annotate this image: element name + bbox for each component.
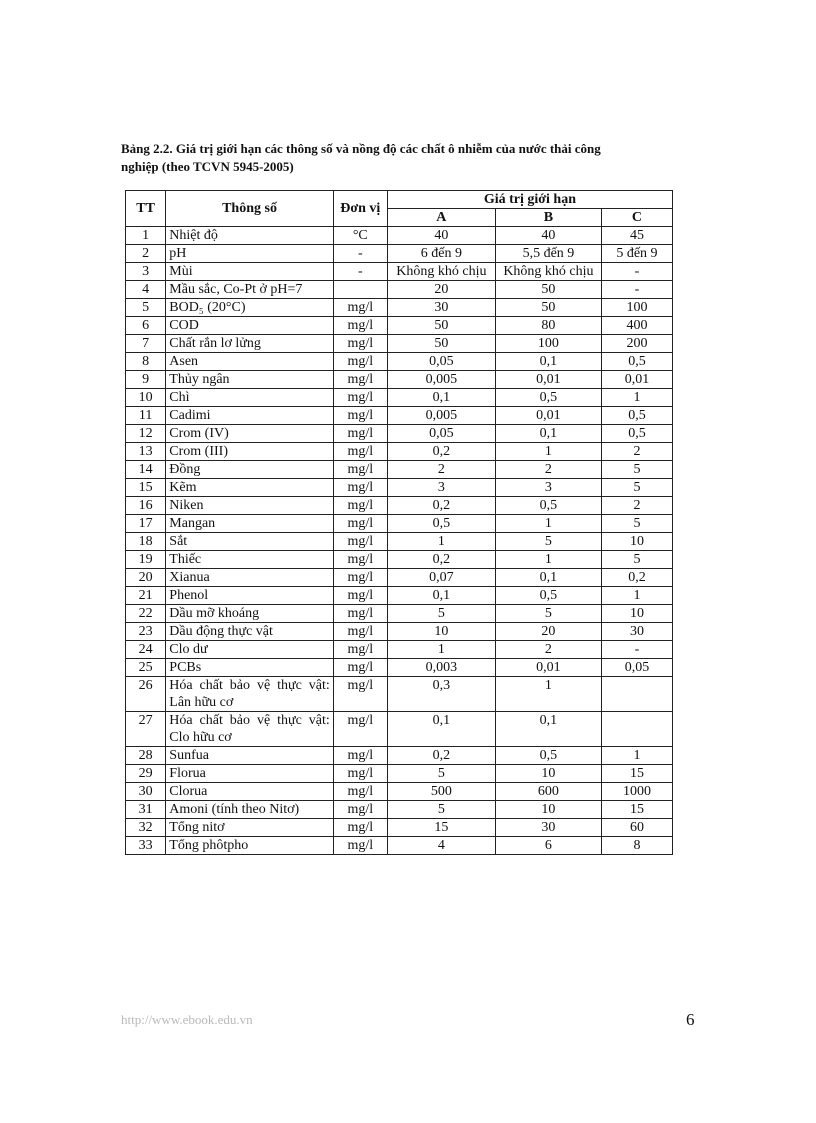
row-param: Đồng [166,461,333,479]
row-value-a: 5 [387,765,495,783]
row-value-a: 4 [387,837,495,855]
row-param: pH [166,245,333,263]
row-value-a: 30 [387,299,495,317]
row-value-c: 5 [601,479,672,497]
table-row [126,783,673,801]
row-value-a: 3 [387,479,495,497]
row-param: Crom (III) [166,443,333,461]
row-tt: 9 [126,371,166,389]
table-row [126,659,673,677]
row-value-b: 0,5 [495,497,601,515]
row-value-a: 0,003 [387,659,495,677]
row-value-c: 0,5 [601,353,672,371]
row-unit: mg/l [333,443,387,461]
table-row [126,641,673,659]
table-row [126,371,673,389]
row-param: Thủy ngân [166,371,333,389]
row-param: Sắt [166,533,333,551]
caption-line-2: nghiệp (theo TCVN 5945-2005) [121,159,294,174]
row-param: Tổng phôtpho [166,837,333,855]
row-value-b: 50 [495,299,601,317]
row-value-b: 0,01 [495,659,601,677]
header-col-b: B [495,209,601,227]
table-row [126,425,673,443]
row-param: Nhiệt độ [166,227,333,245]
row-tt: 13 [126,443,166,461]
row-value-c: 0,5 [601,425,672,443]
row-value-c: - [601,263,672,281]
row-unit: mg/l [333,801,387,819]
row-unit: mg/l [333,335,387,353]
table-row [126,281,673,299]
row-tt: 32 [126,819,166,837]
row-unit: mg/l [333,819,387,837]
row-unit: mg/l [333,677,387,712]
row-value-c: 8 [601,837,672,855]
row-param: Chì [166,389,333,407]
row-value-b: 0,01 [495,371,601,389]
caption-line-1: Bảng 2.2. Giá trị giới hạn các thông số và nồng độ các chất ô nhiễm của nước thải công [121,141,601,156]
row-value-b: 10 [495,765,601,783]
row-tt: 28 [126,747,166,765]
row-value-b: 2 [495,461,601,479]
row-tt: 23 [126,623,166,641]
row-tt: 16 [126,497,166,515]
row-value-c: 0,5 [601,407,672,425]
row-value-a: 15 [387,819,495,837]
header-col-a: A [387,209,495,227]
row-value-a: 0,1 [387,712,495,747]
row-value-a: 5 [387,605,495,623]
row-value-c: 5 [601,551,672,569]
table-row [126,515,673,533]
row-param: BOD₅ (20°C) [166,299,333,317]
row-value-c: 15 [601,765,672,783]
row-value-c: 1000 [601,783,672,801]
table-row [126,533,673,551]
row-tt: 15 [126,479,166,497]
row-param: Phenol [166,587,333,605]
row-value-c [601,677,672,712]
row-param: Amoni (tính theo Nitơ) [166,801,333,819]
row-param: Mangan [166,515,333,533]
row-value-c: - [601,641,672,659]
row-param: Clo dư [166,641,333,659]
table-row [126,461,673,479]
header-col-c: C [601,209,672,227]
row-value-a: 0,1 [387,587,495,605]
row-value-b: 1 [495,551,601,569]
header-tt: TT [126,191,166,227]
row-unit: mg/l [333,533,387,551]
row-tt: 3 [126,263,166,281]
row-value-b: 0,5 [495,587,601,605]
header-param: Thông số [166,191,333,227]
page-number: 6 [686,1010,695,1029]
header-row [126,191,673,209]
row-unit: mg/l [333,353,387,371]
row-unit: mg/l [333,299,387,317]
row-value-c: - [601,281,672,299]
row-tt: 18 [126,533,166,551]
row-value-b: 5,5 đến 9 [495,245,601,263]
row-unit: mg/l [333,371,387,389]
row-value-a: 0,2 [387,497,495,515]
row-value-c: 30 [601,623,672,641]
row-tt: 31 [126,801,166,819]
row-value-a: 50 [387,317,495,335]
header-limit-group: Giá trị giới hạn [387,191,672,209]
row-value-b: 1 [495,515,601,533]
row-value-b: 30 [495,819,601,837]
table-row [126,407,673,425]
row-tt: 20 [126,569,166,587]
table-row [126,837,673,855]
row-tt: 11 [126,407,166,425]
row-value-b: 80 [495,317,601,335]
row-tt: 12 [126,425,166,443]
row-param: Thiếc [166,551,333,569]
row-value-c [601,712,672,747]
row-value-b: 5 [495,605,601,623]
row-param: Crom (IV) [166,425,333,443]
row-param: Clorua [166,783,333,801]
row-param: PCBs [166,659,333,677]
row-tt: 27 [126,712,166,747]
row-value-a: 40 [387,227,495,245]
row-tt: 4 [126,281,166,299]
row-tt: 8 [126,353,166,371]
row-param: Dầu mỡ khoáng [166,605,333,623]
row-value-c: 5 đến 9 [601,245,672,263]
row-value-a: 20 [387,281,495,299]
row-value-b: 0,5 [495,389,601,407]
row-value-a: 5 [387,801,495,819]
row-value-a: 0,07 [387,569,495,587]
row-unit: mg/l [333,515,387,533]
table-row [126,551,673,569]
row-value-a: Không khó chịu [387,263,495,281]
row-param: Chất rắn lơ lửng [166,335,333,353]
row-unit [333,281,387,299]
table-row [126,497,673,515]
table-row [126,623,673,641]
row-tt: 33 [126,837,166,855]
row-value-b: 6 [495,837,601,855]
table-row [126,227,673,245]
row-value-a: 500 [387,783,495,801]
row-value-a: 0,005 [387,407,495,425]
row-param: Asen [166,353,333,371]
footer-url: http://www.ebook.edu.vn [121,1012,253,1027]
row-unit: mg/l [333,765,387,783]
row-tt: 5 [126,299,166,317]
table-row [126,263,673,281]
row-value-c: 200 [601,335,672,353]
row-value-a: 50 [387,335,495,353]
row-unit: mg/l [333,497,387,515]
row-value-c: 1 [601,747,672,765]
table-row [126,765,673,783]
table-row [126,479,673,497]
row-tt: 22 [126,605,166,623]
row-value-a: 10 [387,623,495,641]
row-value-b: Không khó chịu [495,263,601,281]
table-row [126,801,673,819]
row-tt: 1 [126,227,166,245]
row-value-b: 0,1 [495,425,601,443]
row-unit: mg/l [333,389,387,407]
row-unit: mg/l [333,479,387,497]
row-tt: 17 [126,515,166,533]
row-unit: mg/l [333,641,387,659]
row-value-a: 0,1 [387,389,495,407]
row-param: Mùi [166,263,333,281]
row-unit: mg/l [333,551,387,569]
row-value-c: 45 [601,227,672,245]
row-value-c: 60 [601,819,672,837]
row-value-b: 20 [495,623,601,641]
row-value-a: 1 [387,641,495,659]
row-value-b: 0,1 [495,353,601,371]
row-value-c: 0,2 [601,569,672,587]
table-row [126,819,673,837]
row-param: Niken [166,497,333,515]
row-value-c: 5 [601,515,672,533]
row-value-b: 0,5 [495,747,601,765]
row-value-a: 0,2 [387,443,495,461]
row-value-b: 3 [495,479,601,497]
row-unit: mg/l [333,569,387,587]
row-value-c: 1 [601,587,672,605]
row-unit: mg/l [333,659,387,677]
row-value-c: 100 [601,299,672,317]
row-param: Dầu động thực vật [166,623,333,641]
row-unit: mg/l [333,712,387,747]
row-param: Tổng nitơ [166,819,333,837]
row-tt: 10 [126,389,166,407]
row-unit: mg/l [333,837,387,855]
table-row [126,569,673,587]
table-caption [121,140,698,176]
row-value-c: 5 [601,461,672,479]
table-row [126,677,673,712]
row-unit: mg/l [333,425,387,443]
row-param: Sunfua [166,747,333,765]
row-value-b: 600 [495,783,601,801]
row-tt: 14 [126,461,166,479]
row-value-b: 50 [495,281,601,299]
row-tt: 21 [126,587,166,605]
row-unit: - [333,245,387,263]
row-param: Kẽm [166,479,333,497]
row-value-c: 1 [601,389,672,407]
row-tt: 26 [126,677,166,712]
row-param: COD [166,317,333,335]
header-unit: Đơn vị [333,191,387,227]
row-tt: 24 [126,641,166,659]
table-row [126,605,673,623]
row-param: Cadimi [166,407,333,425]
row-value-b: 40 [495,227,601,245]
row-value-b: 100 [495,335,601,353]
row-unit: mg/l [333,623,387,641]
table-row [126,317,673,335]
row-value-a: 1 [387,533,495,551]
table-row [126,587,673,605]
row-unit: mg/l [333,407,387,425]
table-row [126,299,673,317]
row-value-c: 10 [601,533,672,551]
row-unit: °C [333,227,387,245]
row-value-c: 0,05 [601,659,672,677]
table-row [126,245,673,263]
row-value-a: 2 [387,461,495,479]
row-value-a: 0,2 [387,747,495,765]
row-tt: 25 [126,659,166,677]
row-value-a: 6 đến 9 [387,245,495,263]
row-unit: mg/l [333,461,387,479]
row-value-c: 2 [601,443,672,461]
row-value-c: 0,01 [601,371,672,389]
row-param: Xianua [166,569,333,587]
row-value-b: 1 [495,443,601,461]
row-tt: 29 [126,765,166,783]
table-row [126,747,673,765]
row-tt: 6 [126,317,166,335]
row-value-a: 0,05 [387,353,495,371]
table-row [126,389,673,407]
row-tt: 7 [126,335,166,353]
row-value-b: 10 [495,801,601,819]
row-value-a: 0,005 [387,371,495,389]
row-value-a: 0,3 [387,677,495,712]
row-value-a: 0,5 [387,515,495,533]
table-row [126,712,673,747]
row-param: Mầu sắc, Co-Pt ở pH=7 [166,281,333,299]
row-tt: 2 [126,245,166,263]
row-tt: 19 [126,551,166,569]
row-unit: mg/l [333,317,387,335]
row-param: Hóa chất bảo vệ thực vật: Clo hữu cơ [166,712,333,747]
row-unit: mg/l [333,783,387,801]
row-value-b: 0,1 [495,569,601,587]
row-value-c: 400 [601,317,672,335]
row-unit: - [333,263,387,281]
row-tt: 30 [126,783,166,801]
row-value-b: 0,01 [495,407,601,425]
row-value-b: 2 [495,641,601,659]
table-row [126,443,673,461]
row-unit: mg/l [333,587,387,605]
row-param: Hóa chất bảo vệ thực vật: Lân hữu cơ [166,677,333,712]
table-row [126,335,673,353]
row-value-c: 2 [601,497,672,515]
pollutant-limits-table [125,190,673,855]
row-value-a: 0,2 [387,551,495,569]
row-param: Florua [166,765,333,783]
row-value-b: 5 [495,533,601,551]
row-unit: mg/l [333,747,387,765]
row-value-c: 15 [601,801,672,819]
table-row [126,353,673,371]
row-unit: mg/l [333,605,387,623]
row-value-b: 0,1 [495,712,601,747]
row-value-b: 1 [495,677,601,712]
row-value-a: 0,05 [387,425,495,443]
row-value-c: 10 [601,605,672,623]
